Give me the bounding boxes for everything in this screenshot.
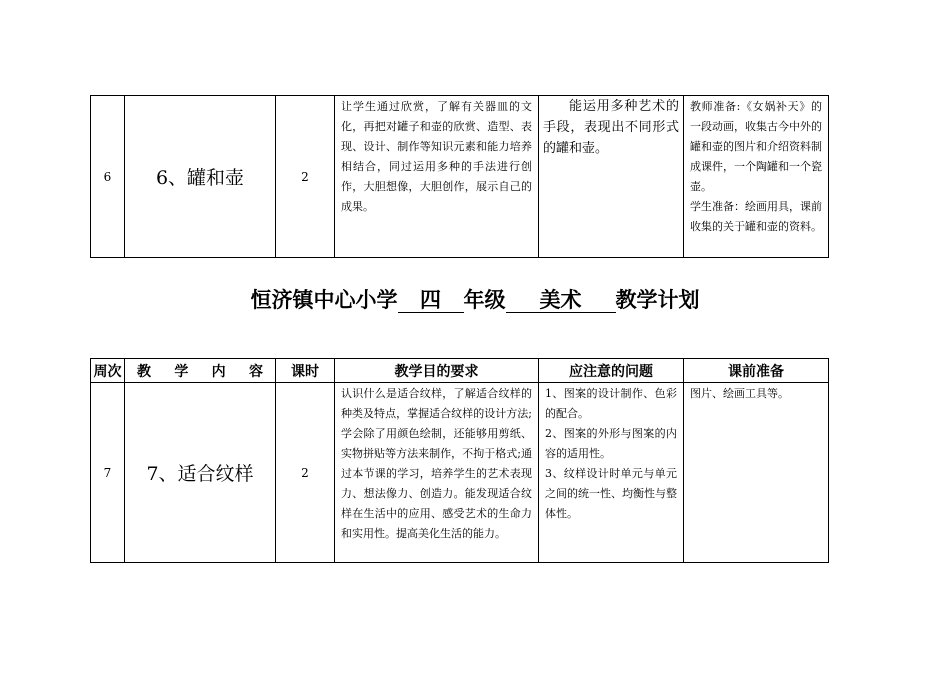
note-item: 3、纹样设计时单元与单元之间的统一性、均衡性与整体性。 xyxy=(545,467,677,520)
table-row xyxy=(91,96,829,258)
prep-teacher: 教师准备:《女娲补天》的一段动画，收集古今中外的罐和壶的图片和介绍资料制成课件，一个陶罐和一个瓷壶。 xyxy=(690,100,822,193)
goals-cell: 认识什么是适合纹样，了解适合纹样的种类及特点，掌握适合纹样的设计方法;学会除了用颜色绘制，还能够用剪纸、实物拼贴等方法来制作，不拘于格式;通过本节课的学习，培养学生的艺术表现力、想法像力、创造力。能发现适合纹样在生活中的应用、感受艺术的生命力和实用性。提高美化生活的能力。 xyxy=(335,383,539,563)
header-hours: 课时 xyxy=(276,359,335,383)
page-title xyxy=(0,284,950,314)
note-item: 2、图案的外形与图案的内容的适用性。 xyxy=(545,427,677,460)
plan-suffix: 教学计划 xyxy=(615,288,700,312)
header-content-char: 教 xyxy=(137,363,151,380)
prep-cell xyxy=(684,96,829,258)
week-cell: 7 xyxy=(91,383,125,563)
lesson-table-bottom xyxy=(90,358,829,563)
lesson-title-cell: 7、适合纹样 xyxy=(125,383,276,563)
hours-cell: 2 xyxy=(276,383,335,563)
header-week: 周次 xyxy=(91,359,125,383)
week-cell: 6 xyxy=(91,96,125,258)
header-content xyxy=(125,359,276,383)
header-row xyxy=(91,359,829,383)
header-content-char: 学 xyxy=(174,363,189,380)
school-name: 恒济镇中心小学 xyxy=(250,288,398,312)
table-row xyxy=(91,383,829,563)
lesson-title-cell: 6、罐和壶 xyxy=(125,96,276,258)
subject-value: 美术 xyxy=(506,288,616,313)
note-item: 1、图案的设计制作、色彩的配合。 xyxy=(545,387,677,420)
hours-cell: 2 xyxy=(276,96,335,258)
prep-student: 学生准备：绘画用具，课前收集的关于罐和壶的资料。 xyxy=(690,200,822,233)
grade-word: 年级 xyxy=(463,288,506,312)
lesson-table-top xyxy=(90,95,829,258)
header-notes: 应注意的问题 xyxy=(539,359,684,383)
header-content-char: 内 xyxy=(211,363,226,380)
grade-value: 四 xyxy=(398,288,464,313)
header-goals: 教学目的要求 xyxy=(335,359,539,383)
goals-cell: 让学生通过欣赏，了解有关器皿的文化，再把对罐子和壶的欣赏、造型、表现、设计、制作等知识元素和能力培养相结合，同过运用多种的手法进行创作，大胆想像，大胆创作，展示自己的成果。 xyxy=(335,96,539,258)
notes-cell: 能运用多种艺术的手段，表现出不同形式的罐和壶。 xyxy=(539,96,684,258)
header-prep: 课前准备 xyxy=(684,359,829,383)
prep-cell: 图片、绘画工具等。 xyxy=(684,383,829,563)
header-content-char: 容 xyxy=(248,363,263,380)
notes-cell xyxy=(539,383,684,563)
